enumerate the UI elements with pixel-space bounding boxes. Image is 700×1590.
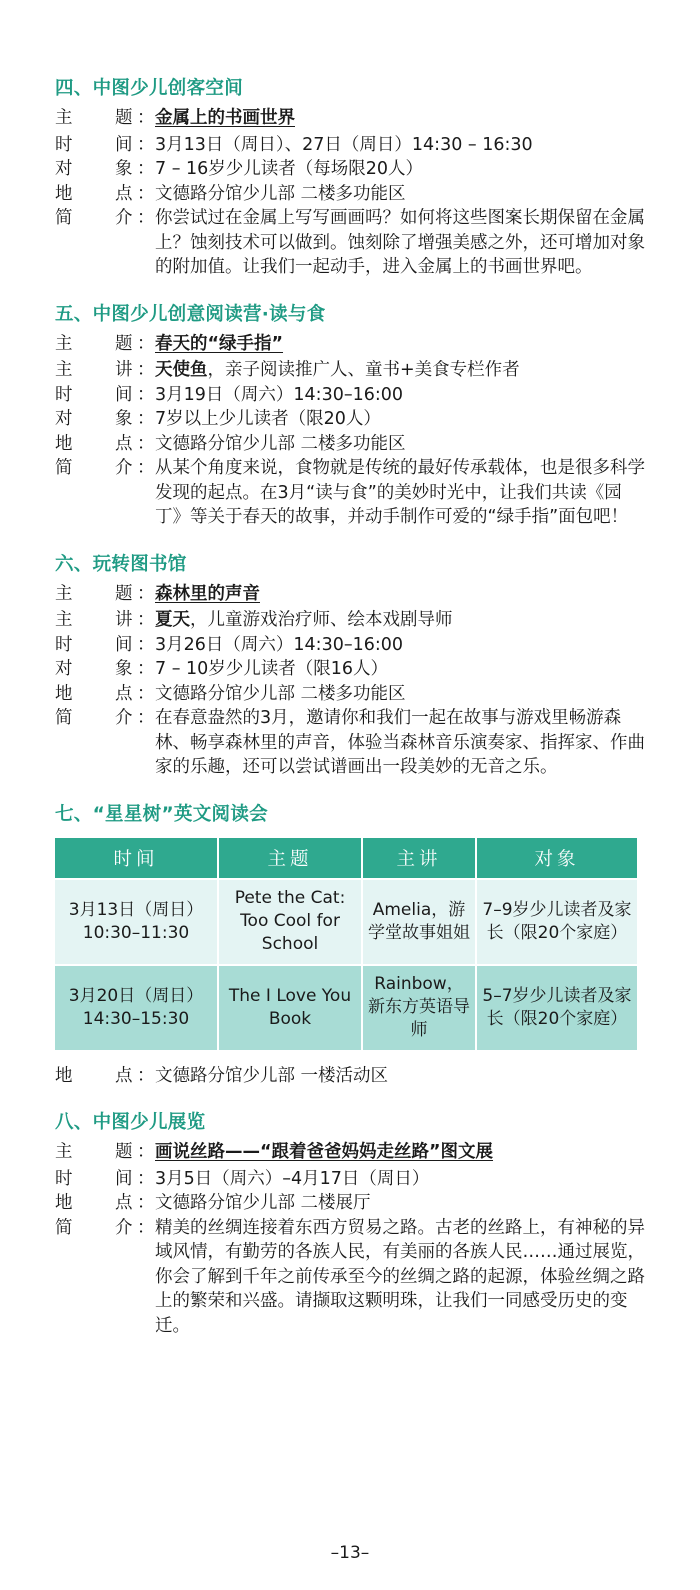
table-row — [55, 880, 637, 964]
target-row: 对 象 ： 7 – 16岁少儿读者（每场限20人） — [55, 157, 645, 182]
place-row: 地 点 ： 文德路分馆少儿部 二楼展厅 — [55, 1191, 645, 1216]
event-intro: 从某个角度来说，食物就是传统的最好传承载体，也是很多科学发现的起点。在3月“读与食”的美妙时光中，让我们共读《园丁》等关于春天的故事，并动手制作可爱的“绿手指”面包吧！ — [155, 458, 645, 527]
event-topic: 森林里的声音 — [155, 583, 260, 604]
host-row: 主 讲 ： 夏天，儿童游戏治疗师、绘本戏剧导师 — [55, 610, 453, 630]
section-english-reading — [55, 802, 645, 1089]
place-row: 地 点 ： 文德路分馆少儿部 二楼多功能区 — [55, 432, 645, 457]
event-time: 3月13日（周日）、27日（周日）14:30 – 16:30 — [155, 134, 533, 155]
event-time: 3月26日（周六）14:30–16:00 — [155, 634, 404, 655]
time-row: 时 间 ： 3月5日（周六）–4月17日（周日） — [55, 1167, 645, 1192]
event-topic: 金属上的书画世界 — [155, 108, 295, 128]
event-intro: 你尝试过在金属上写写画画吗？如何将这些图案长期保留在金属上？蚀刻技术可以做到。蚀刻除了增强美感之外，还可增加对象的附加值。让我们一起动手，进入金属上的书画世界吧。 — [155, 208, 645, 277]
cell-host: Rainbow，新东方英语导师 — [363, 966, 475, 1050]
place-row: 地 点 ： 文德路分馆少儿部 一楼活动区 — [55, 1064, 645, 1089]
cell-target: 5–7岁少儿读者及家长（限20个家庭） — [477, 966, 637, 1050]
topic-row: 主 题 ： 森林里的声音 — [55, 583, 260, 604]
event-topic: 春天的“绿手指” — [155, 333, 284, 354]
section-exhibition — [55, 1110, 645, 1338]
event-intro: 精美的丝绸连接着东西方贸易之路。古老的丝路上，有神秘的异域风情，有勤劳的各族人民，有美丽的各族人民……通过展览，你会了解到千年之前传承至今的丝绸之路的起源，体验丝绸之路上的繁荣和兴盛。请撷取这颗明珠，让我们一同感受历史的变迁。 — [155, 1217, 645, 1336]
time-row: 时 间 ： 3月13日（周日）、27日（周日）14:30 – 16:30 — [55, 133, 645, 158]
host-description: ，儿童游戏治疗师、绘本戏剧导师 — [190, 610, 453, 630]
event-topic: 画说丝路——“跟着爸爸妈妈走丝路”图文展 — [155, 1142, 494, 1162]
time-row: 时 间 ： 3月26日（周六）14:30–16:00 — [55, 633, 645, 658]
event-place: 文德路分馆少儿部 二楼多功能区 — [155, 683, 406, 704]
event-intro: 在春意盎然的3月，邀请你和我们一起在故事与游戏里畅游森林、畅享森林里的声音，体验当森林音乐演奏家、指挥家、作曲家的乐趣，还可以尝试谱画出一段美妙的无音之乐。 — [155, 708, 645, 777]
time-row: 时 间 ： 3月19日（周六）14:30–16:00 — [55, 383, 645, 408]
intro-row: 简 介 ： 在春意盎然的3月，邀请你和我们一起在故事与游戏里畅游森林、畅享森林里的声音，体验当森林音乐演奏家、指挥家、作曲家的乐趣，还可以尝试谱画出一段美妙的无音之乐。 — [55, 706, 645, 780]
section-title: 六、玩转图书馆 — [55, 553, 187, 575]
place-row: 地 点 ： 文德路分馆少儿部 二楼多功能区 — [55, 182, 645, 207]
target-row: 对 象 ： 7 – 10岁少儿读者（限16人） — [55, 657, 645, 682]
topic-row: 主 题 ： 画说丝路——“跟着爸爸妈妈走丝路”图文展 — [55, 1142, 494, 1162]
topic-row — [55, 106, 645, 131]
event-target: 7 – 16岁少儿读者（每场限20人） — [155, 159, 424, 179]
column-header-time: 时间 — [55, 838, 217, 878]
section-reading-camp — [55, 302, 645, 530]
table-header-row — [55, 838, 637, 878]
event-target: 7 – 10岁少儿读者（限16人） — [155, 659, 389, 679]
host-name: 夏天 — [155, 610, 190, 630]
host-description: ，亲子阅读推广人、童书+美食专栏作者 — [207, 360, 520, 380]
page-number: –13– — [330, 1543, 370, 1563]
label: 主 题 ： — [55, 108, 155, 128]
intro-row: 简 介 ： 从某个角度来说，食物就是传统的最好传承载体，也是很多科学发现的起点。在3月“读与食”的美妙时光中，让我们共读《园丁》等关于春天的故事，并动手制作可爱的“绿手指”面包吧！ — [55, 456, 645, 530]
topic-row: 主 题 ： 春天的“绿手指” — [55, 333, 284, 354]
section-maker-space — [55, 76, 645, 280]
section-library-play — [55, 552, 645, 780]
column-header-target: 对象 — [477, 838, 637, 878]
event-time: 3月19日（周六）14:30–16:00 — [155, 384, 404, 405]
table-row — [55, 966, 637, 1050]
column-header-host: 主讲 — [363, 838, 475, 878]
column-header-topic: 主题 — [219, 838, 361, 878]
event-place: 文德路分馆少儿部 二楼多功能区 — [155, 183, 406, 204]
cell-host: Amelia，游学堂故事姐姐 — [363, 880, 475, 964]
intro-row: 简 介 ： 精美的丝绸连接着东西方贸易之路。古老的丝路上，有神秘的异域风情，有勤劳的各族人民，有美丽的各族人民……通过展览，你会了解到千年之前传承至今的丝绸之路的起源，体验丝绸之路上的繁荣和兴盛。请撷取这颗明珠，让我们一同感受历史的变迁。 — [55, 1216, 645, 1339]
event-target: 7岁以上少儿读者（限20人） — [155, 409, 381, 429]
event-place: 文德路分馆少儿部 二楼多功能区 — [155, 433, 406, 454]
intro-row: 简 介 ： 你尝试过在金属上写写画画吗？如何将这些图案长期保留在金属上？蚀刻技术可以做到。蚀刻除了增强美感之外，还可增加对象的附加值。让我们一起动手，进入金属上的书画世界吧。 — [55, 206, 645, 280]
place-row: 地 点 ： 文德路分馆少儿部 二楼多功能区 — [55, 682, 645, 707]
schedule-table — [53, 836, 639, 1052]
section-title: 五、中图少儿创意阅读营·读与食 — [55, 303, 326, 325]
cell-topic: Pete the Cat: Too Cool for School — [219, 880, 361, 964]
cell-time: 3月13日（周日） 10:30–11:30 — [55, 880, 217, 964]
cell-target: 7–9岁少儿读者及家长（限20个家庭） — [477, 880, 637, 964]
page-content — [55, 76, 645, 1360]
event-place: 文德路分馆少儿部 一楼活动区 — [155, 1065, 389, 1086]
target-row: 对 象 ： 7岁以上少儿读者（限20人） — [55, 407, 645, 432]
cell-topic: The I Love You Book — [219, 966, 361, 1050]
section-title: 八、中图少儿展览 — [55, 1112, 206, 1133]
section-title: 四、中图少儿创客空间 — [55, 78, 244, 99]
cell-time: 3月20日（周日） 14:30–15:30 — [55, 966, 217, 1050]
event-place: 文德路分馆少儿部 二楼展厅 — [155, 1193, 371, 1213]
section-title: 七、“星星树”英文阅读会 — [55, 803, 268, 825]
host-name: 天使鱼 — [155, 360, 208, 380]
host-row: 主 讲 ： 天使鱼，亲子阅读推广人、童书+美食专栏作者 — [55, 360, 520, 380]
event-time: 3月5日（周六）–4月17日（周日） — [155, 1168, 430, 1189]
